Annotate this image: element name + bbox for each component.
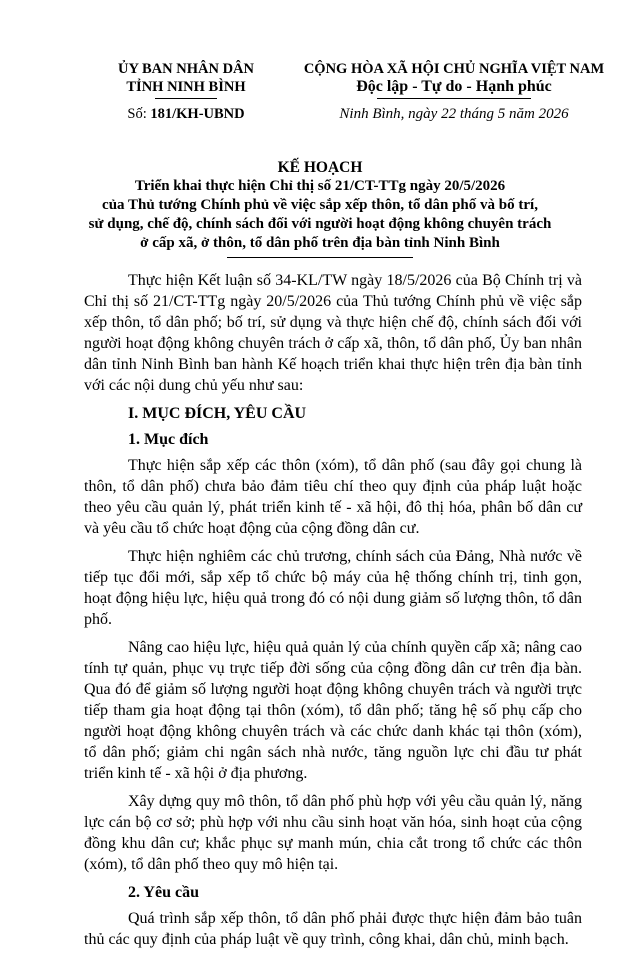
place-date: Ninh Bình, ngày 22 tháng 5 năm 2026 <box>339 106 569 122</box>
national-header <box>296 60 612 123</box>
document-number-value: 181/KH-UBND <box>150 106 245 122</box>
purpose-paragraph-2: Thực hiện nghiêm các chủ trương, chính sách của Đảng, Nhà nước về tiếp tục đổi mới, sắp xếp tổ chức bộ máy của hệ thống chính trị, tinh gọn, hoạt động hiệu lực, hiệu quả trong đó có nội dung giảm số lượng thôn, tổ dân phố. <box>84 548 582 628</box>
title-underline <box>227 257 413 258</box>
subheading-requirements: 2. Yêu cầu <box>128 884 199 901</box>
motto-underline <box>377 98 531 99</box>
requirements-paragraph-1: Quá trình sắp xếp thôn, tổ dân phố phải được thực hiện đảm bảo tuân thủ các quy định của pháp luật về quy trình, công khai, dân chủ, minh bạch. <box>84 910 582 948</box>
title-line3: sử dụng, chế độ, chính sách đối với người hoạt động không chuyên trách <box>88 216 552 232</box>
purpose-paragraph-4: Xây dựng quy mô thôn, tổ dân phố phù hợp với yêu cầu quản lý, năng lực cán bộ cơ sở; phù hợp với nhu cầu sinh hoạt văn hóa, sinh hoạt của cộng đồng khu dân cư; khắc phục sự manh mún, chia cắt trong tổ chức các thôn (xóm), tổ dân phố theo quy mô hiện tại. <box>84 793 582 873</box>
authority-line2: TỈNH NINH BÌNH <box>126 79 246 95</box>
section-heading-1: I. MỤC ĐÍCH, YÊU CẦU <box>128 405 307 422</box>
title-line4: ở cấp xã, ở thôn, tổ dân phố trên địa bàn tỉnh Ninh Bình <box>140 235 500 251</box>
title-line2: của Thủ tướng Chính phủ về việc sắp xếp thôn, tổ dân phố và bố trí, <box>102 197 538 213</box>
authority-line1: ỦY BAN NHÂN DÂN <box>117 61 254 77</box>
title-line1: Triển khai thực hiện Chỉ thị số 21/CT-TTg ngày 20/5/2026 <box>134 178 506 194</box>
authority-underline <box>155 98 217 99</box>
subheading-purpose: 1. Mục đích <box>128 431 209 448</box>
national-motto: Độc lập - Tự do - Hạnh phúc <box>356 78 552 95</box>
intro-paragraph: Thực hiện Kết luận số 34-KL/TW ngày 18/5/2026 của Bộ Chính trị và Chỉ thị số 21/CT-TTg ngày 20/5/2026 của Thủ tướng Chính phủ về việc sắp xếp thôn, tổ dân phố; bố trí, sử dụng và thực hiện chế độ, chính sách đối với người hoạt động không chuyên trách ở cấp xã, thôn, tổ dân phố, Ủy ban nhân dân tỉnh Ninh Bình ban hành Kế hoạch triển khai thực hiện trên địa bàn tỉnh với các nội dung chủ yếu như sau: <box>84 272 582 394</box>
purpose-paragraph-1: Thực hiện sắp xếp các thôn (xóm), tổ dân phố (sau đây gọi chung là thôn, tổ dân phố) chưa bảo đảm tiêu chí theo quy định của pháp luật hoặc theo yêu cầu quản lý, phát triển kinh tế - xã hội, đô thị hóa, phân bố dân cư và yêu cầu tổ chức hoạt động của cộng đồng dân cư. <box>84 457 582 537</box>
document-number <box>96 105 276 123</box>
purpose-paragraph-3: Nâng cao hiệu lực, hiệu quả quản lý của chính quyền cấp xã; nâng cao tính tự quản, phục vụ trực tiếp đời sống của cộng đồng dân cư trên địa bàn. Qua đó để giảm số lượng người hoạt động không chuyên trách và người trực tiếp tham gia hoạt động tại thôn (xóm), tổ dân phố; tăng hệ số phụ cấp cho người hoạt động không chuyên trách và các chức danh khác tại thôn (xóm), tổ dân phố; giảm chi ngân sách nhà nước, tăng nguồn lực chi đầu tư phát triển kinh tế - xã hội ở địa phương. <box>84 639 582 782</box>
issuing-authority <box>96 60 276 123</box>
document-type: KẾ HOẠCH <box>277 159 363 176</box>
document-body <box>84 270 582 957</box>
document-number-prefix: Số: <box>127 106 151 122</box>
document-title <box>70 158 570 258</box>
country-name: CỘNG HÒA XÃ HỘI CHỦ NGHĨA VIỆT NAM <box>303 61 605 77</box>
